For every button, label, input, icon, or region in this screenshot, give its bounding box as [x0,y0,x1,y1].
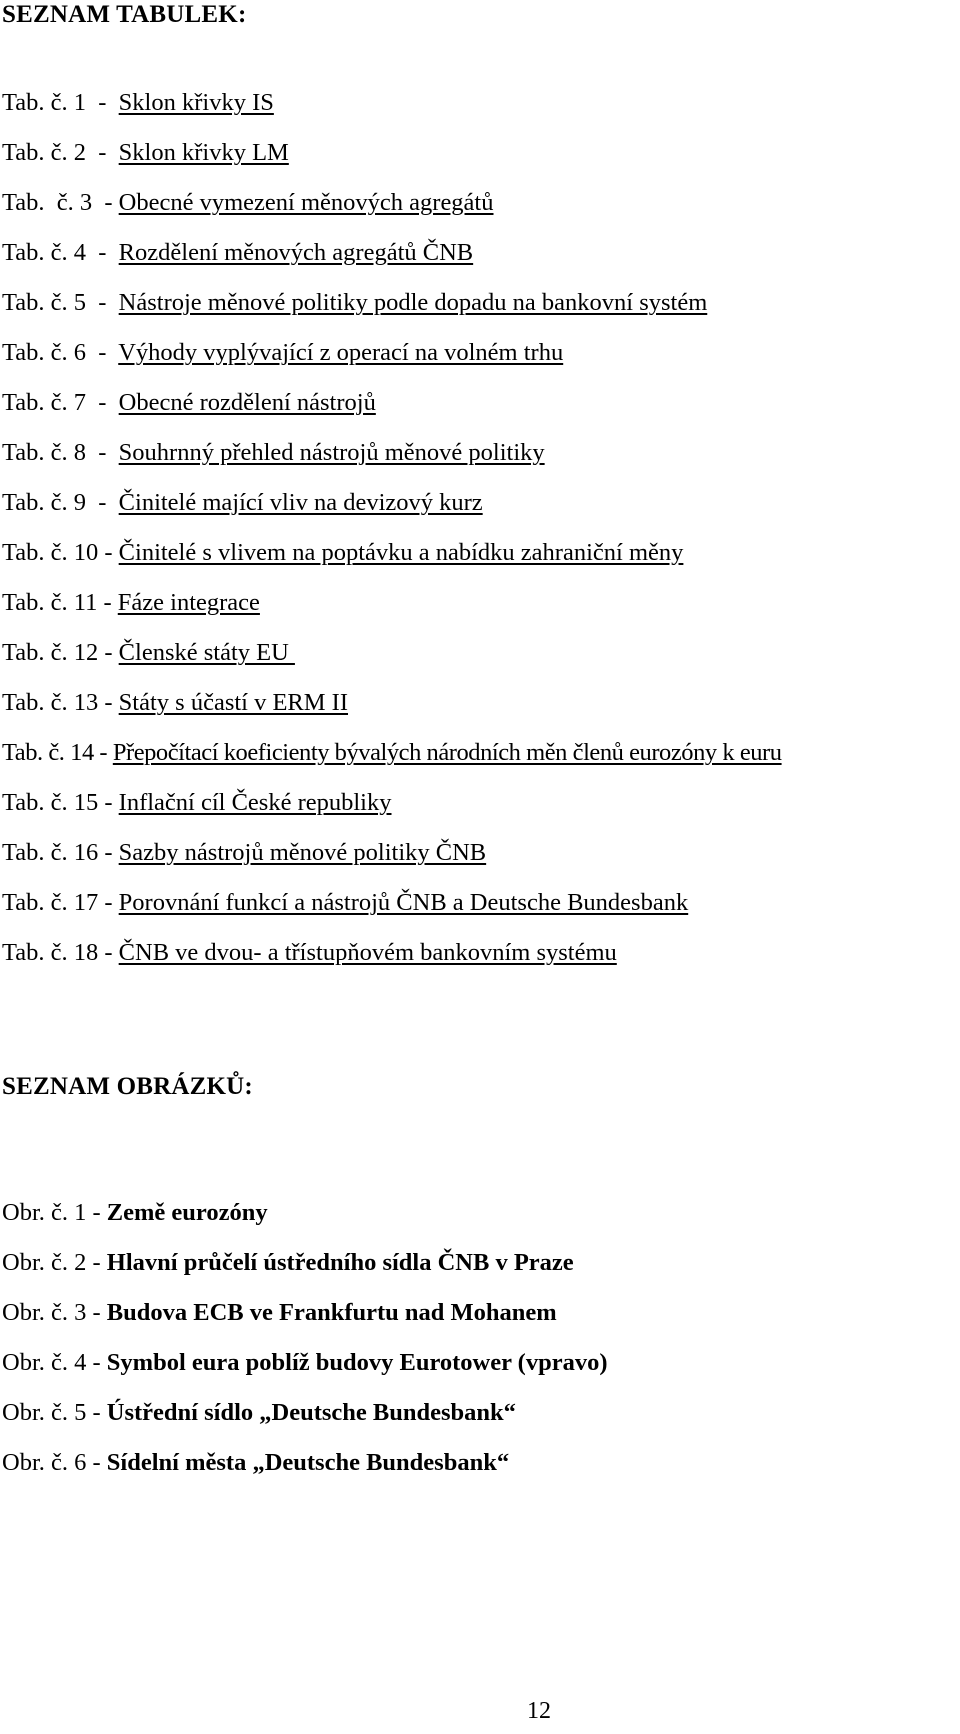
tables-list [2,88,782,988]
table-title-link[interactable]: Přepočítací koeficienty bývalých národních měn členů eurozóny k euru [112,739,782,766]
table-number: Tab. č. 11 - [2,589,118,616]
table-number: Tab. č. 16 - [2,839,119,866]
table-number: Tab. č. 9 - [2,489,119,516]
list-item [2,788,782,838]
table-number: Tab. č. 14 - [2,739,113,766]
table-title-link[interactable]: Členské státy EU [118,639,295,666]
list-item [2,1348,608,1398]
figure-number: Obr. č. 1 - [2,1199,107,1226]
list-item [2,1298,608,1348]
figures-heading: SEZNAM OBRÁZKŮ: [2,1073,253,1100]
table-title-link[interactable]: Nástroje měnové politiky podle dopadu na bankovní systém [118,289,708,316]
list-item [2,188,782,238]
table-title-link[interactable]: Inflační cíl České republiky [118,789,392,816]
table-title-link[interactable]: ČNB ve dvou- a třístupňovém bankovním systému [118,939,617,966]
list-item [2,638,782,688]
list-item [2,1198,608,1248]
table-title-link[interactable]: Činitelé s vlivem na poptávku a nabídku zahraniční měny [118,539,684,566]
list-item [2,888,782,938]
list-item [2,688,782,738]
table-number: Tab. č. 10 - [2,539,119,566]
table-title-link[interactable]: Obecné rozdělení nástrojů [118,389,376,416]
list-item [2,1398,608,1448]
list-item [2,1448,608,1498]
list-item [2,488,782,538]
figure-number: Obr. č. 5 - [2,1399,107,1426]
table-number: Tab. č. 12 - [2,639,119,666]
table-number: Tab. č. 3 - [2,189,119,216]
table-title-link[interactable]: Sklon křivky IS [118,89,274,116]
list-item [2,588,782,638]
figure-number: Obr. č. 6 - [2,1449,107,1476]
table-number: Tab. č. 5 - [2,289,119,316]
figure-title: Sídelní města „Deutsche Bundesbank“ [106,1449,510,1476]
figure-number: Obr. č. 2 - [2,1249,107,1276]
list-item [2,138,782,188]
figures-list [2,1198,608,1498]
figure-title: Symbol eura poblíž budovy Eurotower (vpravo) [106,1349,608,1376]
table-title-link[interactable]: Rozdělení měnových agregátů ČNB [118,239,474,266]
table-title-link[interactable]: Státy s účastí v ERM II [118,689,349,716]
figure-number: Obr. č. 4 - [2,1349,107,1376]
list-item [2,388,782,438]
figure-title: Země eurozóny [106,1199,268,1226]
table-number: Tab. č. 17 - [2,889,119,916]
table-title-link[interactable]: Obecné vymezení měnových agregátů [118,189,494,216]
table-title-link[interactable]: Sazby nástrojů měnové politiky ČNB [118,839,487,866]
table-number: Tab. č. 15 - [2,789,119,816]
table-number: Tab. č. 8 - [2,439,119,466]
list-item [2,288,782,338]
list-item [2,338,782,388]
figure-title: Hlavní průčelí ústředního sídla ČNB v Praze [106,1249,574,1276]
list-item [2,838,782,888]
figure-number: Obr. č. 3 - [2,1299,107,1326]
list-item [2,238,782,288]
page-number: 12 [527,1698,551,1724]
figure-title: Ústřední sídlo „Deutsche Bundesbank“ [106,1399,516,1426]
table-number: Tab. č. 1 - [2,89,119,116]
list-item [2,88,782,138]
table-number: Tab. č. 4 - [2,239,119,266]
table-number: Tab. č. 7 - [2,389,119,416]
table-title-link[interactable]: Souhrnný přehled nástrojů měnové politiky [118,439,545,466]
tables-heading: SEZNAM TABULEK: [2,1,247,28]
table-title-link[interactable]: Výhody vyplývající z operací na volném trhu [118,339,564,366]
table-number: Tab. č. 13 - [2,689,119,716]
table-title-link[interactable]: Porovnání funkcí a nástrojů ČNB a Deutsche Bundesbank [118,889,689,916]
list-item [2,538,782,588]
table-title-link[interactable]: Fáze integrace [117,589,260,616]
table-title-link[interactable]: Činitelé mající vliv na devizový kurz [118,489,483,516]
table-number: Tab. č. 18 - [2,939,119,966]
table-number: Tab. č. 6 - [2,339,119,366]
list-item [2,738,782,788]
list-item [2,1248,608,1298]
table-title-link[interactable]: Sklon křivky LM [118,139,289,166]
list-item [2,938,782,988]
list-item [2,438,782,488]
figure-title: Budova ECB ve Frankfurtu nad Mohanem [106,1299,557,1326]
table-number: Tab. č. 2 - [2,139,119,166]
